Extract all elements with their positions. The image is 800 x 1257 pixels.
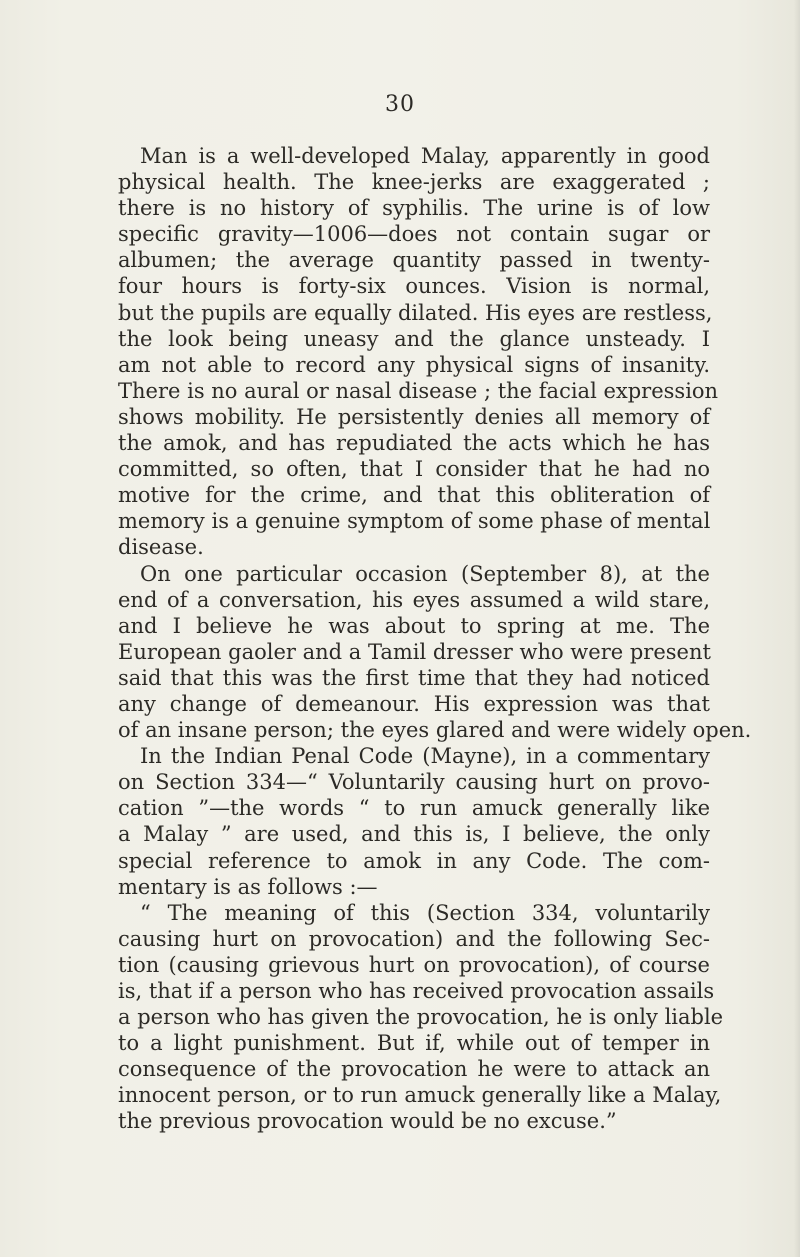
text-line: but the pupils are equally dilated. His eyes are restless, <box>118 300 713 325</box>
text-line: mentary is as follows :— <box>118 874 378 899</box>
text-line: consequence of the provocation he were to attack an <box>118 1057 710 1082</box>
text-line: a person who has given the provocation, he is only liable <box>118 1005 724 1030</box>
text-line: the previous provocation would be no excuse.” <box>118 1109 617 1134</box>
text-line: said that this was the first time that they had noticed <box>118 665 710 690</box>
text-line: On one particular occasion (September 8), at the <box>140 561 710 586</box>
text-line: memory is a genuine symptom of some phase of mental <box>118 509 711 534</box>
paragraph <box>118 743 710 900</box>
text-line: am not able to record any physical signs of insanity. <box>118 352 710 377</box>
text-line: Man is a well-developed Malay, apparently in good <box>140 144 710 168</box>
text-line: special reference to amok in any Code. The com- <box>118 848 710 873</box>
text-line: and I believe he was about to spring at me. The <box>118 613 710 638</box>
text-line: of an insane person; the eyes glared and were widely open. <box>118 718 752 743</box>
text-line: shows mobility. He persistently denies all memory of <box>118 404 710 429</box>
text-line: motive for the crime, and that this obliteration of <box>118 483 710 508</box>
text-line: a Malay ” are used, and this is, I believe, the only <box>118 822 710 847</box>
text-line: “ The meaning of this (Section 334, voluntarily <box>140 900 710 925</box>
text-line: any change of demeanour. His expression was that <box>118 691 710 716</box>
text-line: In the Indian Penal Code (Mayne), in a commentary <box>140 744 710 769</box>
text-line: causing hurt on provocation) and the following Sec- <box>118 926 710 951</box>
text-line: disease. <box>118 535 204 560</box>
paragraph <box>118 900 724 1135</box>
text-line: to a light punishment. But if, while out of temper in <box>118 1031 710 1056</box>
text-line: four hours is forty-six ounces. Vision is normal, <box>118 274 710 299</box>
text-line: albumen; the average quantity passed in twenty- <box>118 248 710 273</box>
text-line: There is no aural or nasal disease ; the facial expression <box>118 378 719 403</box>
body-text <box>118 143 752 1135</box>
page-number: 30 <box>385 92 415 117</box>
text-line: is, that if a person who has received provocation assails <box>118 979 715 1003</box>
text-line: innocent person, or to run amuck generally like a Malay, <box>118 1083 722 1108</box>
text-line: cation ”—the words “ to run amuck generally like <box>118 796 710 821</box>
text-line: end of a conversation, his eyes assumed a wild stare, <box>118 587 710 612</box>
text-line: committed, so often, that I consider that he had no <box>118 457 710 482</box>
paragraph <box>118 143 719 561</box>
paragraph <box>118 561 752 744</box>
text-line: tion (causing grievous hurt on provocation), of course <box>118 952 710 977</box>
text-line: the amok, and has repudiated the acts which he has <box>118 431 710 456</box>
text-line: on Section 334—“ Voluntarily causing hurt on provo- <box>118 770 710 795</box>
page-edge-shadow <box>794 0 800 1257</box>
text-line: there is no history of syphilis. The urine is of low <box>118 196 710 221</box>
text-line: physical health. The knee-jerks are exaggerated ; <box>118 170 710 195</box>
text-line: European gaoler and a Tamil dresser who were present <box>118 639 711 664</box>
text-line: the look being uneasy and the glance unsteady. I <box>118 326 710 351</box>
text-line: specific gravity—1006—does not contain sugar or <box>118 222 710 247</box>
